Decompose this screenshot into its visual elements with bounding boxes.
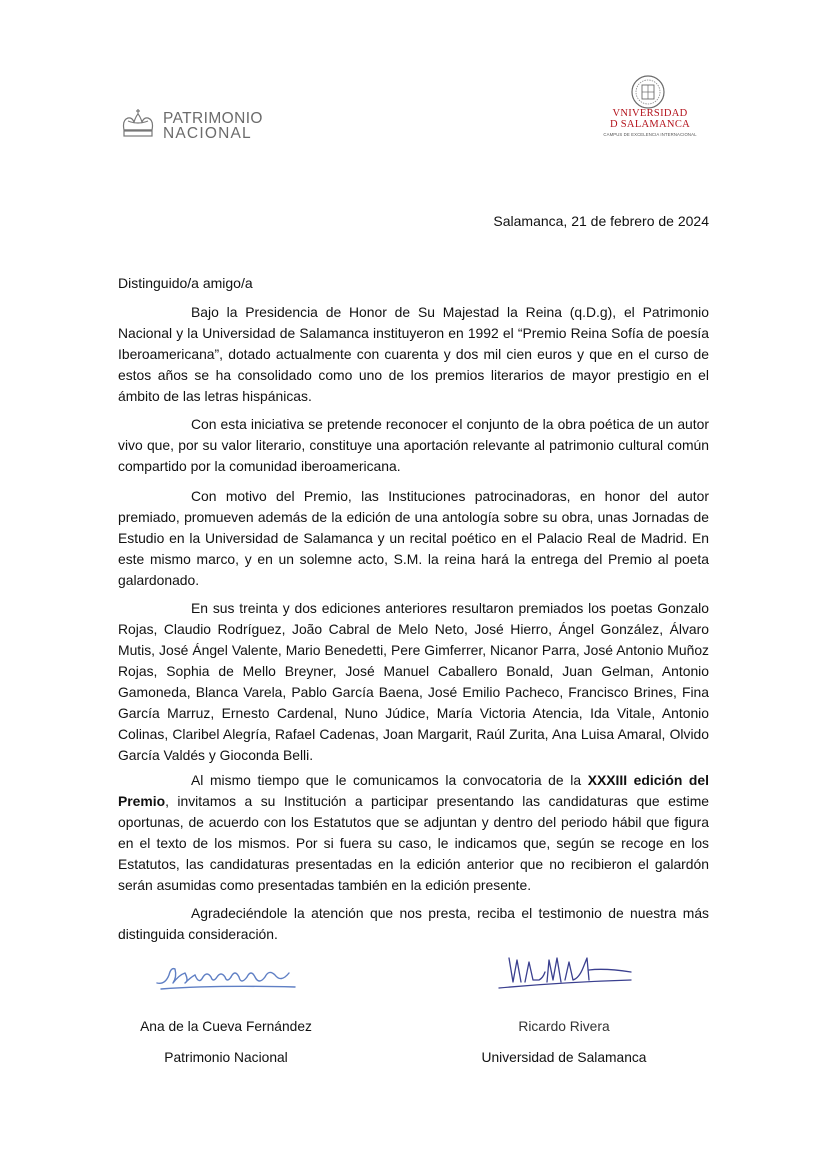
paragraph-1: Bajo la Presidencia de Honor de Su Majestad la Reina (q.D.g), el Patrimonio Nacional y la Universidad de Salamanca instituyeron en 1992 el “Premio Reina Sofía de poesía Iberoamericana”, dotado actualmente con cuarenta y dos mil cien euros y que en el curso de estos años se ha consolidado como uno de los premios literarios de mayor prestigio en el ámbito de las letras hispánicas. xyxy=(118,304,709,404)
signatory-right-org: Universidad de Salamanca xyxy=(481,1050,647,1065)
paragraph-5-intro: Al mismo tiempo que le comunicamos la convocatoria de la xyxy=(191,772,588,788)
universidad-salamanca-logo xyxy=(600,74,700,144)
paragraph-2: Con esta iniciativa se pretende reconocer el conjunto de la obra poética de un autor vivo que, por su valor literario, constituye una aportación relevante al patrimonio cultural común compartido por la comunidad iberoamericana. xyxy=(118,416,709,474)
signatory-left-org: Patrimonio Nacional xyxy=(164,1050,288,1065)
edition-highlight: XXXIII edición del Premio xyxy=(118,772,709,809)
paragraph-6: Agradeciéndole la atención que nos presta, reciba el testimonio de nuestra más distinguida consideración. xyxy=(118,905,709,942)
logo-text-nacional: NACIONAL xyxy=(163,125,252,142)
signature-left-image xyxy=(155,955,300,995)
paragraph-4: En sus treinta y dos ediciones anteriores resultaron premiados los poetas Gonzalo Rojas, Claudio Rodríguez, João Cabral de Melo Neto, José Hierro, Ángel González, Álvaro Mutis, José Ángel Valente, Mario Benedetti, Pere Gimferrer, Nicanor Parra, José Antonio Muñoz Rojas, Sophia de Mello Breyner, José Manuel Caballero Bonald, Juan Gelman, Antonio Gamoneda, Blanca Varela, Pablo García Baena, José Emilio Pacheco, Francisco Brines, Fina García Marruz, Ernesto Cardenal, Nuno Júdice, María Victoria Atencia, Ida Vitale, Antonio Colinas, Claribel Alegría, Rafael Cadenas, Joan Margarit, Raúl Zurita, Ana Luisa Amaral, Olvido García Valdés y Gioconda Belli. xyxy=(118,600,709,763)
university-seal-icon xyxy=(630,74,666,110)
signature-right-image xyxy=(495,952,635,994)
logo-text-salamanca: D SALAMANCA xyxy=(609,119,690,130)
signatory-left-name: Ana de la Cueva Fernández xyxy=(140,1019,312,1034)
paragraph-3: Con motivo del Premio, las Instituciones patrocinadoras, en honor del autor premiado, promueven además de la edición de una antología sobre su obra, unas Jornadas de Estudio en la Universidad de Salamanca y un recital poético en el Palacio Real de Madrid. En este mismo marco, y en un solemne acto, S.M. la reina hará la entrega del Premio al poeta galardonado. xyxy=(118,488,709,588)
paragraph-5-rest: , invitamos a su Institución a participar presentando las candidaturas que estime oportunas, de acuerdo con los Estatutos que se adjuntan y dentro del periodo hábil que figura en el texto de los mismos. Por si fuera su caso, le indicamos que, según se recoge en los Estatutos, las candidaturas presentadas en la edición anterior que no recibieron el galardón serán asumidas como presentadas también en la edición presente. xyxy=(118,793,709,893)
crown-icon xyxy=(118,108,158,140)
logo-text-universidad: VNIVERSIDAD xyxy=(612,108,688,119)
logo-text-patrimonio: PATRIMONIO xyxy=(163,110,263,127)
signatory-right-name: Ricardo Rivera xyxy=(518,1019,610,1034)
letter-greeting: Distinguido/a amigo/a xyxy=(118,275,253,291)
paragraph-5 xyxy=(118,770,709,896)
logo-text-campus: CAMPUS DE EXCELENCIA INTERNACIONAL xyxy=(603,132,697,137)
letter-date: Salamanca, 21 de febrero de 2024 xyxy=(493,213,709,229)
patrimonio-nacional-logo xyxy=(118,108,268,142)
